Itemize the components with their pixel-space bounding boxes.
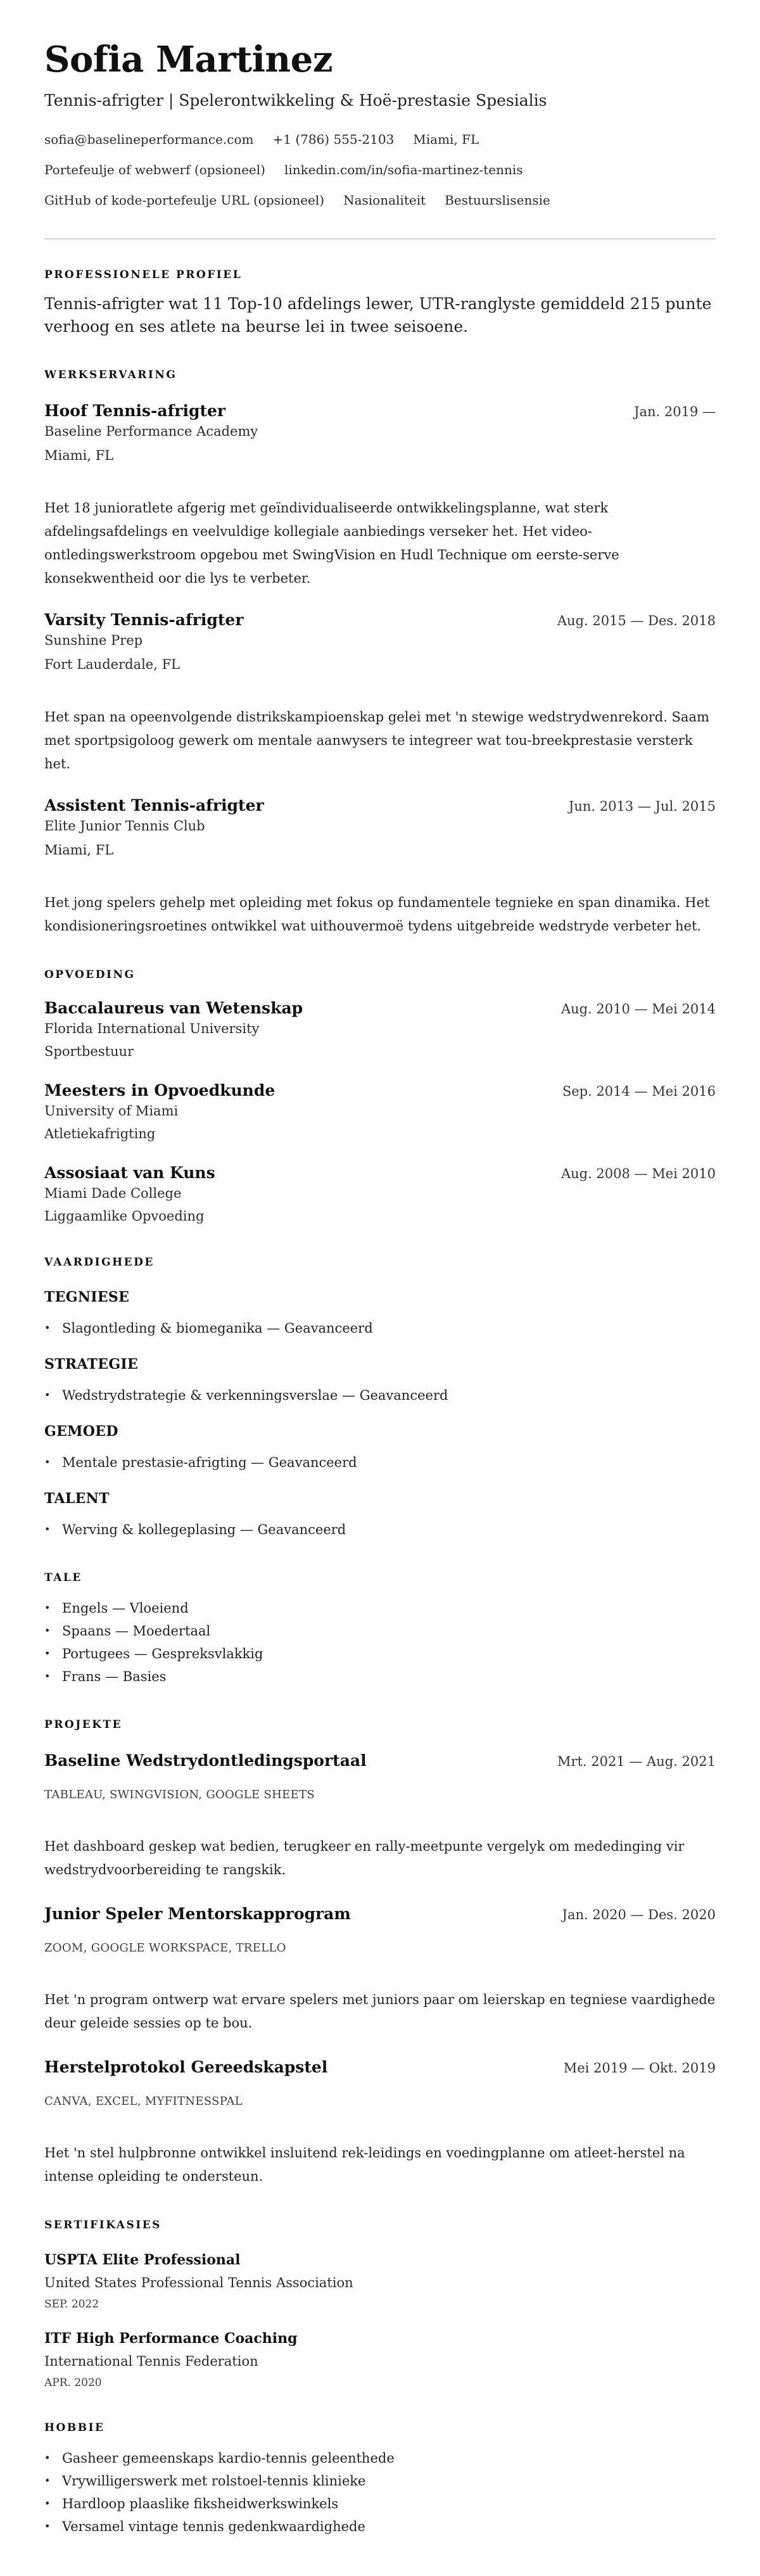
- languages-section: [44, 1571, 716, 1688]
- language-item: • Engels — Vloeiend: [44, 1597, 716, 1620]
- hobby-item: • Hardloop plaaslike fiksheidwerkswinkels: [44, 2492, 716, 2515]
- contact-row-primary: [44, 130, 716, 148]
- employer: Elite Junior Tennis Club: [44, 818, 205, 834]
- job-description: Het span na opeenvolgende distrikskampioenskap gelei met 'n stewige wedstrydwenrekord. Saam met sportpsigoloog gewerk om mentale aanwysers te integreer wat tou-breekprestasie versterk het.: [44, 709, 709, 771]
- candidate-headline: Tennis-afrigter | Spelerontwikkeling & Hoë-prestasie Spesialis: [44, 91, 547, 110]
- location: Miami, FL: [413, 132, 479, 147]
- nationality: Nasionaliteit: [343, 193, 426, 208]
- project-description: Het 'n stel hulpbronne ontwikkel insluitend rek-leidings en voedingplanne om atleet-herstel na intense opleiding te ondersteun.: [44, 2145, 685, 2184]
- header-divider: [44, 238, 716, 239]
- experience-entry: [44, 609, 716, 776]
- language-item: • Portugees — Gespreksvlakkig: [44, 1642, 716, 1665]
- drivers-license: Bestuurslisensie: [445, 193, 550, 208]
- job-location: Miami, FL: [44, 448, 114, 463]
- candidate-name: Sofia Martinez: [44, 39, 332, 80]
- skill-group: [44, 1489, 716, 1541]
- contact-row-extra: [44, 191, 716, 209]
- certification-name: ITF High Performance Coaching: [44, 2330, 298, 2347]
- hobby-item: • Versamel vintage tennis gedenkwaardighede: [44, 2515, 716, 2538]
- github-link[interactable]: GitHub of kode-portefeulje URL (opsioneel): [44, 193, 325, 208]
- skills-section: [44, 1256, 716, 1541]
- job-location: Fort Lauderdale, FL: [44, 657, 180, 672]
- certification-date: APR. 2020: [44, 2376, 102, 2389]
- section-title-profile: PROFESSIONELE PROFIEL: [44, 269, 243, 281]
- education-dates: Aug. 2008 — Mei 2010: [560, 1166, 716, 1181]
- degree: Baccalaureus van Wetenskap: [44, 999, 303, 1017]
- email-link[interactable]: sofia@baselineperformance.com: [44, 132, 254, 147]
- profile-summary: Tennis-afrigter wat 11 Top-10 afdelings lewer, UTR-ranglyste gemiddeld 215 punte verhoog en ses atlete na beurse lei in twee seisoene.: [44, 295, 712, 336]
- education-dates: Sep. 2014 — Mei 2016: [562, 1084, 716, 1099]
- education-entry: [44, 1080, 716, 1143]
- education-entry: [44, 1162, 716, 1226]
- project-description: Het 'n program ontwerp wat ervare spelers met juniors paar om leierskap en tegniese vaardighede deur geleide sessies op te bou.: [44, 1992, 716, 2031]
- skill-group: [44, 1355, 716, 1407]
- school: University of Miami: [44, 1103, 179, 1119]
- section-title-hobbies: HOBBIE: [44, 2421, 105, 2434]
- section-title-education: OPVOEDING: [44, 968, 136, 981]
- certification-issuer: United States Professional Tennis Association: [44, 2275, 353, 2290]
- job-title: Hoof Tennis-afrigter: [44, 402, 226, 420]
- degree: Assosiaat van Kuns: [44, 1164, 215, 1182]
- certifications-section: [44, 2219, 716, 2391]
- section-title-languages: TALE: [44, 1571, 82, 1584]
- certification-entry: [44, 2329, 716, 2391]
- field-of-study: Sportbestuur: [44, 1044, 134, 1059]
- hobby-item: • Vrywilligerswerk met rolstoel-tennis klinieke: [44, 2470, 716, 2492]
- job-title: Varsity Tennis-afrigter: [44, 611, 244, 629]
- linkedin-link[interactable]: linkedin.com/in/sofia-martinez-tennis: [284, 162, 523, 177]
- education-section: [44, 968, 716, 1226]
- employer: Sunshine Prep: [44, 633, 143, 648]
- skill-item: • Mentale prestasie-afrigting — Geavanceerd: [44, 1451, 716, 1474]
- project-name: Herstelprotokol Gereedskapstel: [44, 2058, 328, 2076]
- language-item: • Spaans — Moedertaal: [44, 1620, 716, 1642]
- experience-entry: [44, 400, 716, 590]
- section-title-projects: PROJEKTE: [44, 1718, 123, 1731]
- section-title-experience: WERKSERVARING: [44, 369, 177, 381]
- contact-row-links: [44, 161, 716, 179]
- degree: Meesters in Opvoedkunde: [44, 1081, 276, 1100]
- employer: Baseline Performance Academy: [44, 424, 258, 439]
- project-name: Junior Speler Mentorskapprogram: [44, 1905, 351, 1923]
- skill-category: TALENT: [44, 1490, 110, 1507]
- education-dates: Aug. 2010 — Mei 2014: [560, 1001, 716, 1017]
- skill-category: TEGNIESE: [44, 1289, 130, 1305]
- skill-category: GEMOED: [44, 1423, 118, 1440]
- education-entry: [44, 998, 716, 1061]
- field-of-study: Liggaamlike Opvoeding: [44, 1209, 205, 1224]
- job-location: Miami, FL: [44, 842, 114, 858]
- job-dates: Jan. 2019 —: [634, 404, 716, 419]
- project-tech: ZOOM, GOOGLE WORKSPACE, TRELLO: [44, 1941, 286, 1955]
- section-title-skills: VAARDIGHEDE: [44, 1256, 155, 1269]
- hobbies-section: [44, 2421, 716, 2538]
- school: Miami Dade College: [44, 1186, 182, 1201]
- experience-section: [44, 369, 716, 938]
- section-title-certifications: SERTIFIKASIES: [44, 2219, 162, 2231]
- skill-item: • Werving & kollegeplasing — Geavanceerd: [44, 1518, 716, 1541]
- project-tech: CANVA, EXCEL, MYFITNESSPAL: [44, 2095, 243, 2108]
- portfolio-link[interactable]: Portefeulje of webwerf (opsioneel): [44, 162, 265, 177]
- profile-section: [44, 269, 716, 338]
- projects-section: [44, 1718, 716, 2188]
- resume-header: [44, 37, 716, 239]
- certification-entry: [44, 2250, 716, 2313]
- school: Florida International University: [44, 1021, 260, 1036]
- project-dates: Mrt. 2021 — Aug. 2021: [557, 1754, 716, 1769]
- certification-date: SEP. 2022: [44, 2298, 99, 2311]
- project-entry: [44, 1903, 716, 2035]
- project-entry: [44, 2057, 716, 2188]
- field-of-study: Atletiekafrigting: [44, 1126, 156, 1141]
- job-dates: Jun. 2013 — Jul. 2015: [568, 799, 716, 814]
- job-description: Het jong spelers gehelp met opleiding met fokus op fundamentele tegnieke en span dinamika. Het kondisioneringsroetines ontwikkel wat uithouvermoë tydens uitgebreide wedstryde verbeter het.: [44, 895, 710, 934]
- certification-issuer: International Tennis Federation: [44, 2354, 258, 2369]
- job-title: Assistent Tennis-afrigter: [44, 796, 264, 815]
- project-name: Baseline Wedstrydontledingsportaal: [44, 1751, 367, 1770]
- project-description: Het dashboard geskep wat bedien, terugkeer en rally-meetpunte vergelyk om mededinging vir wedstrydvoorbereiding te rangskik.: [44, 1839, 685, 1877]
- hobby-item: • Gasheer gemeenskaps kardio-tennis geleenthede: [44, 2447, 716, 2470]
- job-description: Het 18 junioratlete afgerig met geïndividualiseerde ontwikkelingsplanne, wat sterk afdelingsafdelings en veelvuldige kollegiale aanbiedings verseker het. Het video-ontledingswerkstroom opgebou met SwingVision en Hudl Technique om eerste-serve konsekwentheid oor die lys te verbeter.: [44, 500, 619, 586]
- phone-number: +1 (786) 555-2103: [272, 132, 395, 147]
- job-dates: Aug. 2015 — Des. 2018: [557, 613, 716, 628]
- project-dates: Mei 2019 — Okt. 2019: [563, 2060, 716, 2076]
- skill-group: [44, 1288, 716, 1340]
- language-item: • Frans — Basies: [44, 1665, 716, 1688]
- skill-group: [44, 1422, 716, 1474]
- project-tech: TABLEAU, SWINGVISION, GOOGLE SHEETS: [44, 1788, 315, 1801]
- project-dates: Jan. 2020 — Des. 2020: [562, 1907, 716, 1922]
- certification-name: USPTA Elite Professional: [44, 2252, 241, 2268]
- skill-item: • Slagontleding & biomeganika — Geavanceerd: [44, 1317, 716, 1340]
- experience-entry: [44, 795, 716, 938]
- project-entry: [44, 1750, 716, 1882]
- skill-item: • Wedstrydstrategie & verkenningsverslae — Geavanceerd: [44, 1384, 716, 1407]
- skill-category: STRATEGIE: [44, 1356, 139, 1373]
